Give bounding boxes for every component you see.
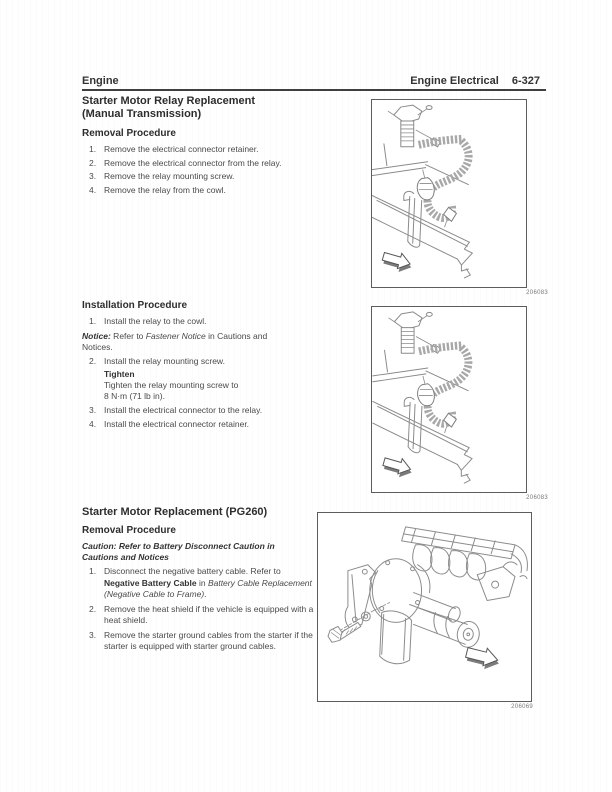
section-relay-installation [82, 300, 367, 430]
step-item [82, 566, 317, 601]
direction-arrow-icon [380, 249, 414, 275]
step-item [82, 419, 367, 431]
header-chapter [290, 75, 540, 87]
reference-italic: Battery Cable Replacement (Negative Cable to Frame) [104, 577, 312, 599]
step-text: Remove the relay mounting screw. [104, 171, 235, 181]
notice-paragraph: Notice: Refer to Fastener Notice in Cautions and Notices. [82, 330, 268, 352]
notice-reference: Fastener Notice [145, 330, 206, 341]
step-number: 3. [89, 171, 97, 181]
step-number: 2. [89, 603, 97, 614]
step-text: Remove the heat shield if the vehicle is equipped with a heat shield. [104, 603, 314, 625]
step-item [82, 630, 317, 653]
step-number: 2. [89, 355, 97, 366]
figure-starter-removal [317, 512, 532, 702]
step-number: 1. [89, 316, 97, 326]
step-number: 1. [89, 144, 97, 154]
step-item [82, 316, 367, 328]
section-relay-removal [82, 95, 367, 196]
step-number: 2. [89, 157, 97, 168]
removal-procedure-heading: Removal Procedure [82, 525, 176, 536]
figure-relay-removal [371, 99, 527, 288]
removal-steps [82, 566, 317, 653]
step-number: 4. [89, 418, 97, 429]
step-item [82, 144, 367, 156]
step-item [82, 158, 367, 170]
tighten-block [104, 369, 264, 402]
figure-caption: 206083 [526, 290, 548, 296]
section-starter-replacement [82, 506, 317, 653]
step-text: Install the electrical connector to the relay. [104, 405, 263, 415]
tighten-spec-line2: 8 N·m (71 lb in). [104, 391, 165, 401]
header-section-label: Engine [82, 75, 119, 87]
step-item [82, 185, 367, 197]
step-item [82, 604, 317, 627]
step-number: 3. [89, 405, 97, 415]
relay-harness-illustration [372, 307, 526, 492]
header-page-number: 6-327 [511, 75, 540, 87]
step-text: Remove the electrical connector from the relay. [104, 157, 282, 168]
tighten-heading: Tighten [104, 369, 135, 379]
figure-caption: 206083 [526, 495, 548, 501]
removal-steps [82, 144, 367, 196]
removal-procedure-heading: Removal Procedure [82, 128, 176, 139]
step-text: Remove the relay from the cowl. [104, 184, 226, 195]
notice-label: Notice: [82, 330, 111, 341]
tighten-spec-line1: Tighten the relay mounting screw to [104, 380, 239, 390]
starter-motor-illustration [318, 513, 531, 701]
figure-caption: 206069 [511, 704, 533, 710]
step-number: 3. [89, 629, 97, 640]
reference-bold: Negative Battery Cable [104, 577, 197, 588]
installation-steps [82, 316, 367, 430]
step-item [82, 171, 367, 183]
section-title: Starter Motor Replacement (PG260) [82, 506, 268, 518]
installation-procedure-heading: Installation Procedure [82, 300, 188, 311]
step-number: 4. [89, 184, 97, 195]
relay-harness-illustration [372, 100, 526, 287]
step-number: 1. [89, 566, 97, 576]
step-text: Disconnect the negative battery cable. Refer to Negative Battery Cable in Battery Cable Replacement (Negative Cable to Frame). [104, 566, 312, 599]
step-item [82, 405, 367, 417]
step-item [82, 356, 367, 368]
direction-arrow-icon [381, 454, 415, 480]
step-text: Install the electrical connector retainer. [104, 418, 250, 429]
step-text: Remove the electrical connector retainer. [104, 144, 259, 154]
direction-arrow-icon [464, 644, 502, 672]
step-text: Install the relay mounting screw. [104, 355, 225, 366]
section-title: Starter Motor Relay Replacement (Manual Transmission) [82, 95, 255, 120]
figure-relay-installation [371, 306, 527, 493]
step-text: Remove the starter ground cables from the starter if the starter is equipped with starter ground cables. [104, 629, 313, 651]
header-chapter-label: Engine Electrical [410, 75, 499, 87]
header-rule [82, 89, 546, 91]
step-text: Install the relay to the cowl. [104, 316, 207, 326]
caution-paragraph: Caution: Refer to Battery Disconnect Caution in Cautions and Notices [82, 541, 275, 562]
